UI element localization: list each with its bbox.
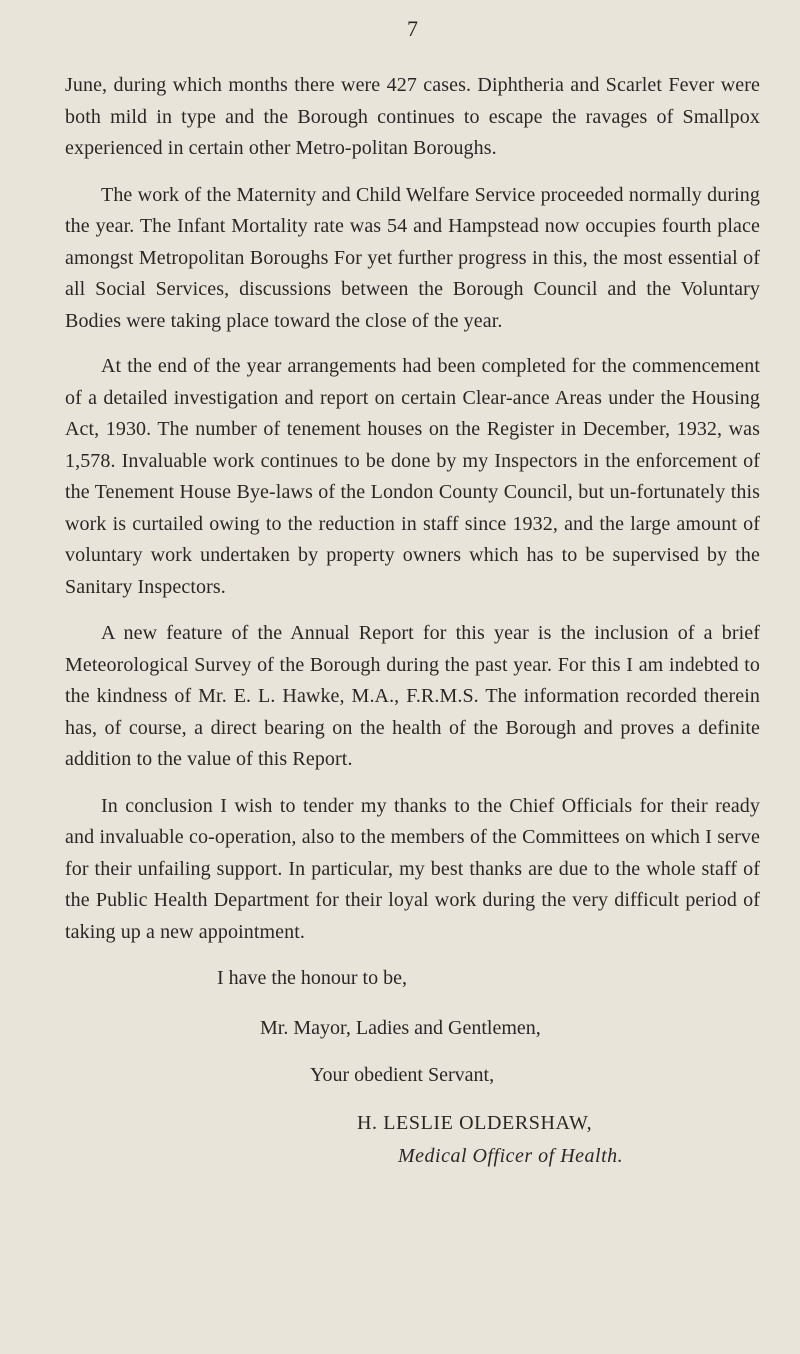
paragraph-meteorological-survey: A new feature of the Annual Report for this year is the inclusion of a brief Meteorological Survey of the Borough during the past year. For this I am indebted to the kindness of Mr. E. L. Hawke, M.A., F.R.M.S. The information recorded therein has, of course, a direct bearing on the health of the Borough and proves a definite addition to the value of this Report. <box>65 622 760 770</box>
closing-servant: Your obedient Servant, <box>310 1064 495 1086</box>
paragraph-maternity-welfare: The work of the Maternity and Child Welfare Service proceeded normally during the year. The Infant Mortality rate was 54 and Hampstead now occupies fourth place amongst Metropolitan Boroughs For yet further progress in this, the most essential of all Social Services, discussions between the Borough Council and the Voluntary Bodies were taking place toward the close of the year. <box>65 183 760 332</box>
signature-title: Medical Officer of Health. <box>398 1145 624 1167</box>
signature-name: H. LESLIE OLDERSHAW, <box>357 1111 593 1134</box>
closing-salutation: Mr. Mayor, Ladies and Gentlemen, <box>260 1016 541 1039</box>
paragraph-housing: At the end of the year arrangements had been completed for the commencement of a detailed investigation and report on certain Clear-ance Areas under the Housing Act, 1930. The number of tenement houses on the Register in December, 1932, was 1,578. Invaluable work continues to be done by my Inspectors in the enforcement of the Tenement House Bye-laws of the London County Council, but un-fortunately this work is curtailed owing to the reduction in staff since 1932, and the large amount of voluntary work undertaken by property owners which has to be supervised by the Sanitary Inspectors. <box>65 355 760 598</box>
closing-honour: I have the honour to be, <box>217 967 407 989</box>
closing-block <box>65 963 760 1173</box>
paragraph-conclusion: In conclusion I wish to tender my thanks to the Chief Officials for their ready and invaluable co-operation, also to the members of the Committees on which I serve for their unfailing support. In particular, my best thanks are due to the whole staff of the Public Health Department for their loyal work during the very difficult period of taking up a new appointment. <box>65 794 760 943</box>
paragraph-diseases: June, during which months there were 427 cases. Diphtheria and Scarlet Fever were both mild in type and the Borough continues to escape the ravages of Smallpox experienced in certain other Metro-politan Boroughs. <box>65 74 760 159</box>
page-number: 7 <box>407 16 418 41</box>
